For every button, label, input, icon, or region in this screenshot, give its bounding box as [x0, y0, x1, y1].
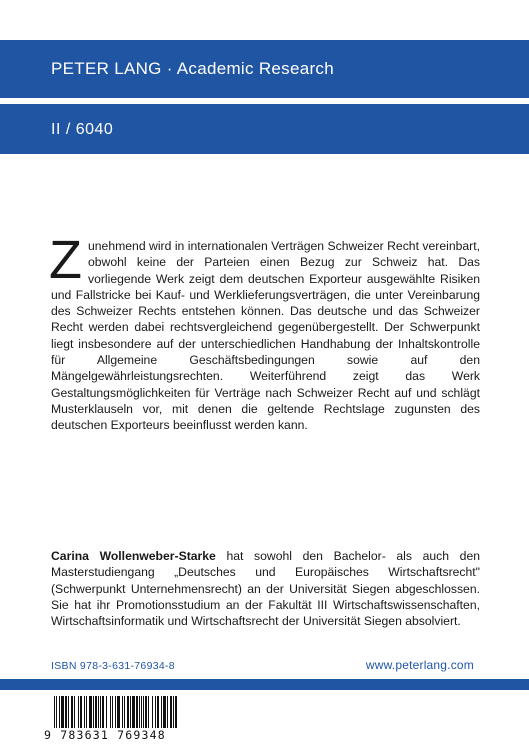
barcode-bar: [139, 696, 140, 728]
barcode-bar: [89, 696, 92, 728]
barcode-bars: [54, 696, 180, 730]
drop-cap: Z: [49, 230, 82, 290]
blurb-text: unehmend wird in internationalen Verträgen Schweizer Recht vereinbart, obwohl keine der Parteien einen Bezug zur Schweiz hat. Das vorliegende Werk zeigt dem deutschen Exporteur ausgewählte Risiken und Fallstricke bei Kauf- und Werklieferungsverträgen, die unter Vereinbarung des Schweizer Rechts entstehen können. Das deutsche und das Schweizer Recht werden dabei rechtsvergleichend gegenübergestellt. Der Schwerpunkt liegt insbesondere auf der unterschiedlichen Handhabung der Inhaltskontrolle für Allgemeine Geschäftsbedingungen sowie auf den Mängelgewährleistungsrechten. Weiterführend zeigt das Werk Gestaltungsmöglichkeiten für Verträge nach Schweizer Recht auf und schlägt Musterklauseln vor, mit denen die geltende Rechtslage zugunsten des deutschen Exporteurs beeinflusst werden kann.: [51, 239, 480, 433]
barcode-bar: [136, 696, 138, 728]
barcode-bar: [157, 696, 159, 728]
barcode-bar: [84, 696, 85, 728]
barcode-bar: [148, 696, 149, 728]
barcode-bar: [141, 696, 142, 728]
barcode-bar: [124, 696, 125, 728]
barcode-bar: [80, 696, 82, 728]
isbn: ISBN 978-3-631-76934-8: [51, 660, 175, 672]
series-number: II / 6040: [51, 121, 114, 138]
barcode-bar: [132, 696, 135, 728]
barcode-bar: [86, 696, 87, 728]
publisher-brand: PETER LANG · Academic Research: [51, 59, 334, 78]
barcode: [42, 694, 192, 748]
barcode-bar: [173, 696, 174, 728]
barcode-bar: [145, 696, 147, 728]
barcode-bar: [112, 696, 113, 728]
barcode-bar: [74, 696, 75, 728]
barcode-bar: [102, 696, 104, 728]
barcode-bar: [59, 696, 60, 728]
barcode-bar: [163, 696, 166, 728]
barcode-bar: [56, 696, 57, 728]
barcode-bar: [98, 696, 99, 728]
footer-band: [0, 679, 529, 690]
author-bio-text: hat sowohl den Bachelor- als auch den Masterstudiengang „Deutsches und Europäisches Wirtschaftsrecht" (Schwerpunkt Unternehmensrecht) an der Universität Siegen abgeschlossen. Sie hat ihr Promotionsstudium an der Fakultät III Wirtschaftswissenschaften, Wirtschaftsinformatik und Wirtschaftsrecht der Universität Siegen absolviert.: [51, 549, 480, 629]
barcode-bar: [100, 696, 101, 728]
author-name: Carina Wollenweber-Starke: [51, 549, 216, 563]
barcode-bar: [122, 696, 123, 728]
barcode-bar: [78, 696, 79, 728]
barcode-bar: [161, 696, 162, 728]
publisher-url: www.peterlang.com: [365, 658, 474, 672]
barcode-bar: [106, 696, 107, 728]
barcode-bar: [65, 696, 67, 728]
barcode-bar: [167, 696, 168, 728]
barcode-bar: [130, 696, 131, 728]
barcode-bar: [127, 696, 129, 728]
barcode-bar: [155, 696, 156, 728]
author-bio: [51, 548, 480, 629]
barcode-bar: [170, 696, 172, 728]
barcode-bar: [175, 696, 177, 728]
barcode-bar: [143, 696, 144, 728]
barcode-bar: [71, 696, 73, 728]
barcode-bar: [152, 696, 153, 728]
barcode-digits: 9 783631 769348: [44, 728, 166, 742]
barcode-bar: [54, 696, 55, 728]
barcode-bar: [115, 696, 116, 728]
barcode-bar: [117, 696, 120, 728]
barcode-bar: [93, 696, 94, 728]
barcode-bar: [95, 696, 97, 728]
book-blurb: [49, 230, 480, 434]
barcode-bar: [68, 696, 69, 728]
barcode-bar: [110, 696, 111, 728]
barcode-bar: [61, 696, 64, 728]
